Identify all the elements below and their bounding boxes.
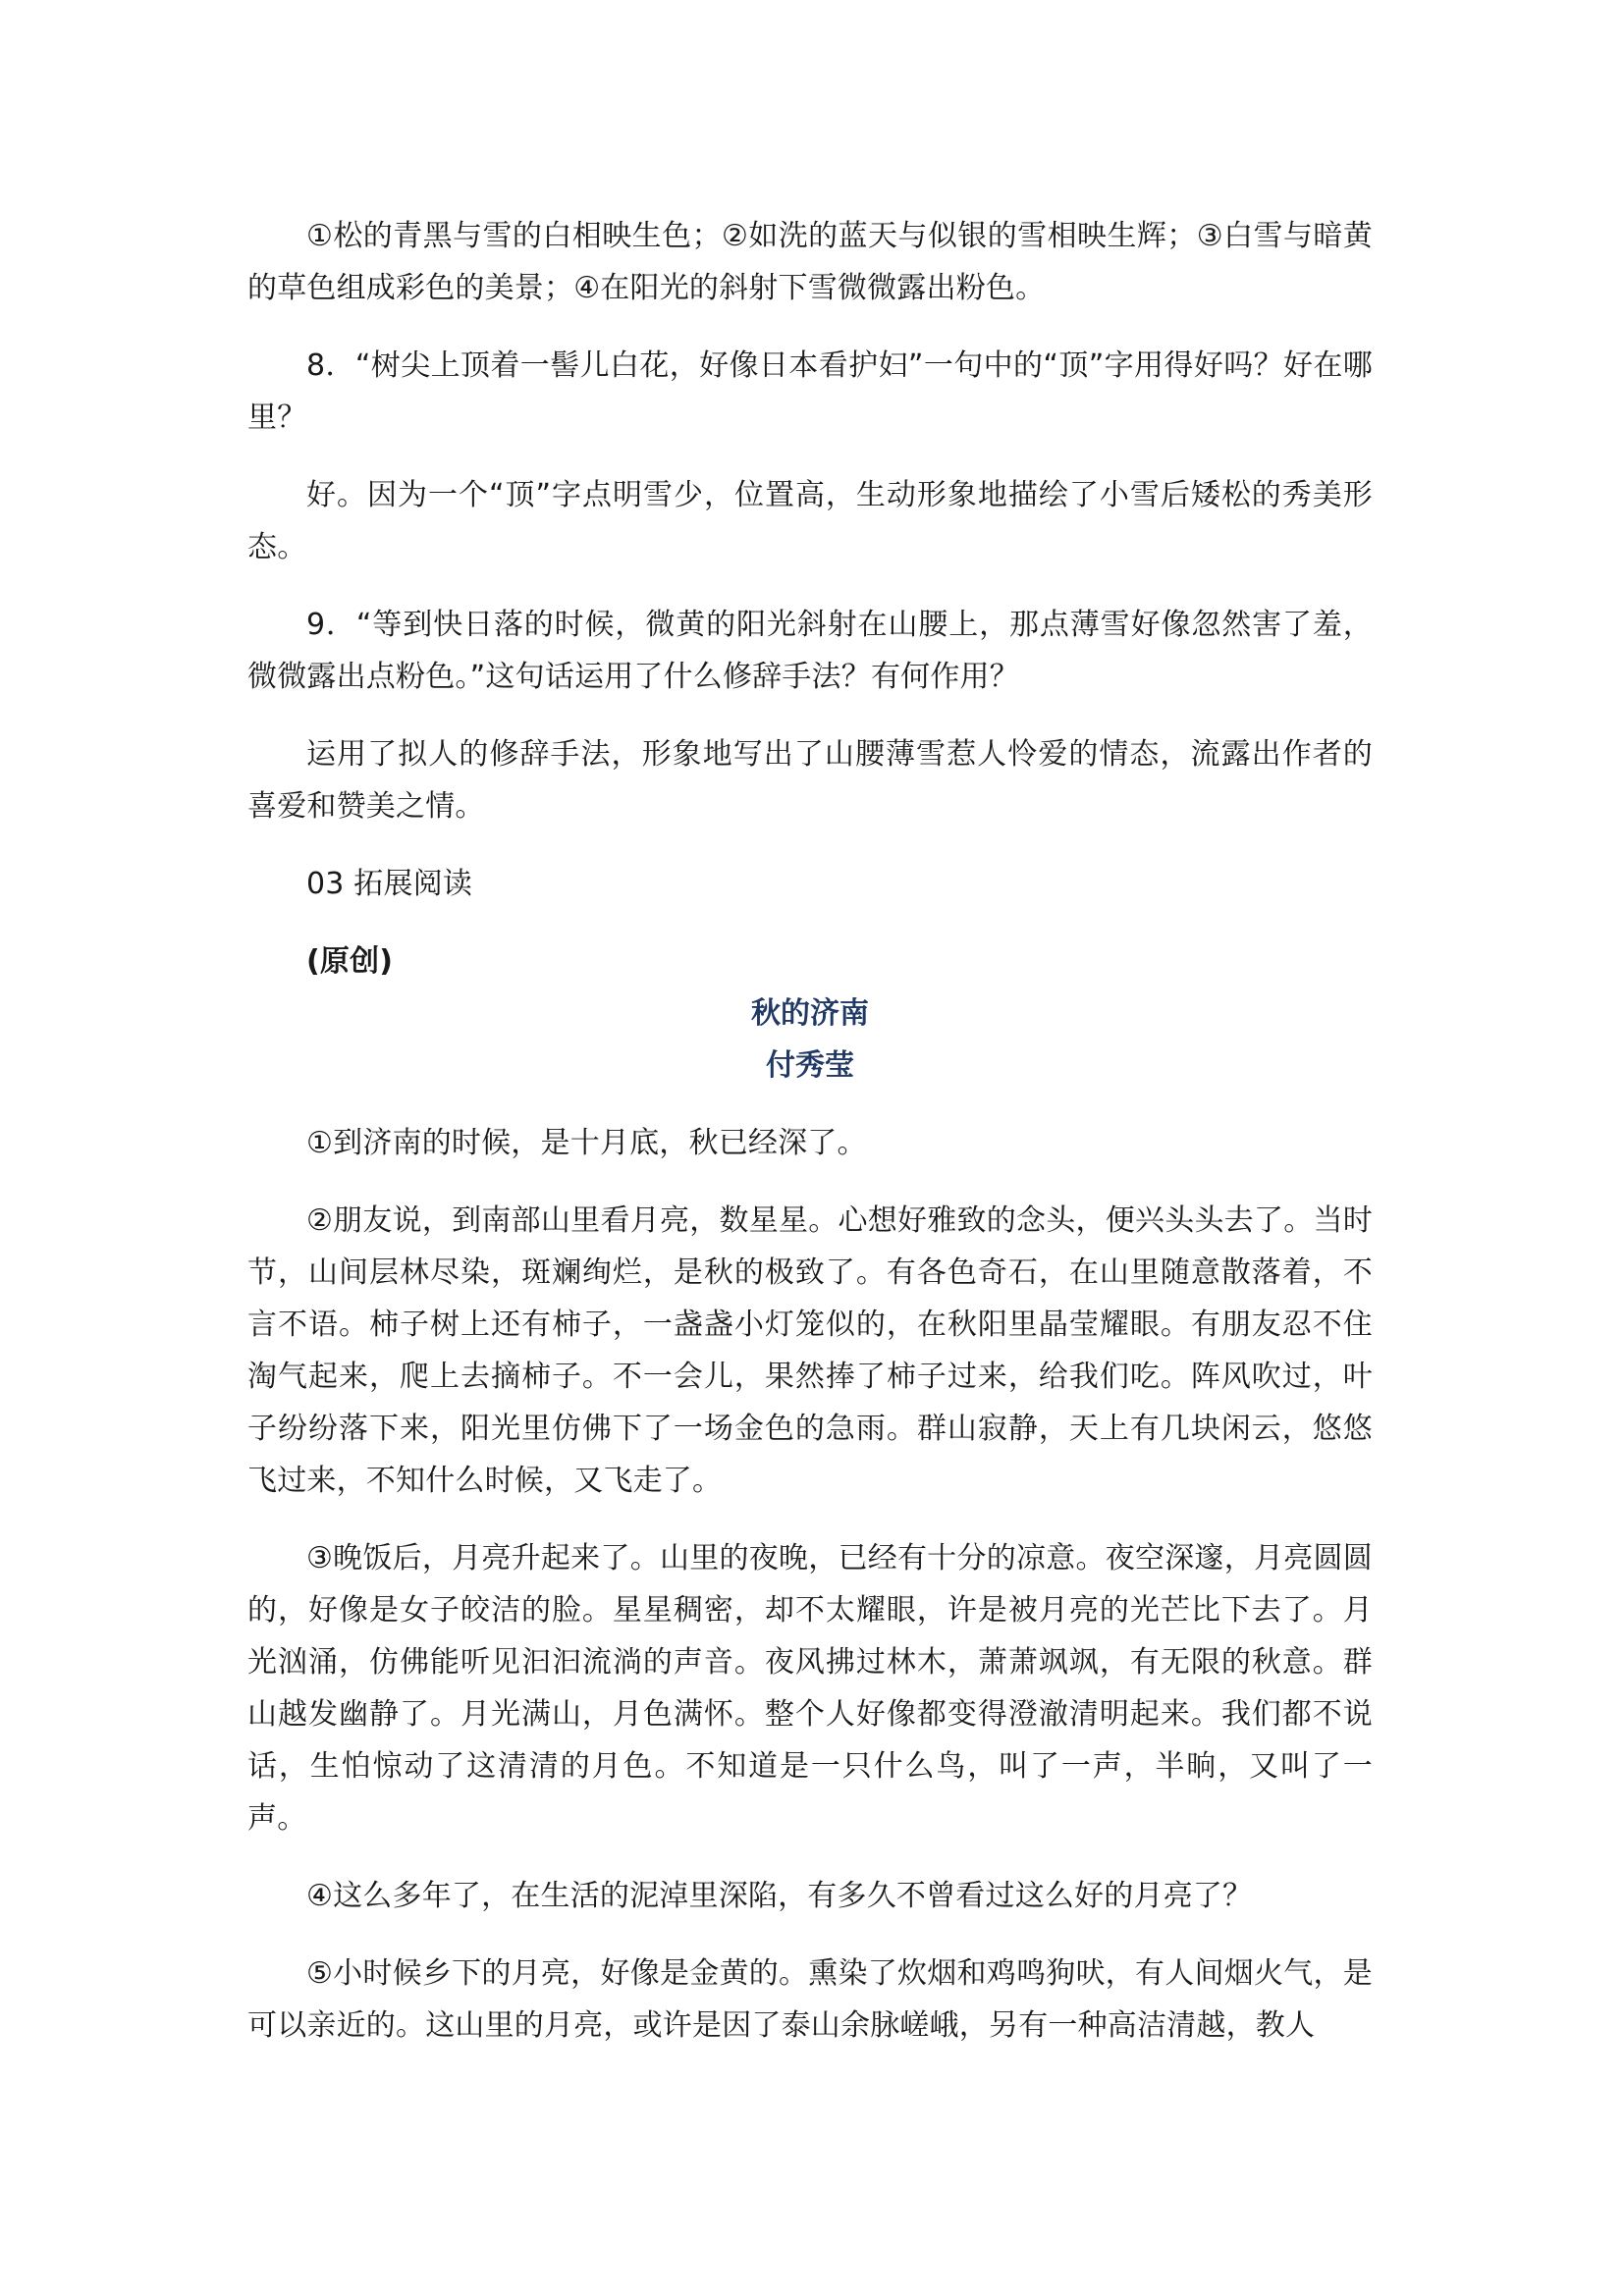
article-paragraph-1: ①到济南的时候，是十月底，秋已经深了。 — [306, 1126, 867, 1160]
section-heading: 03 拓展阅读 — [306, 867, 473, 901]
question-8: 8．“树尖上顶着一髻儿白花，好像日本看护妇”一句中的“顶”字用得好吗？好在哪里？ — [247, 348, 1373, 435]
question-9: 9．“等到快日落的时候，微黄的阳光斜射在山腰上，那点薄雪好像忽然害了羞，微微露出点粉色。”这句话运用了什么修辞手法？有何作用？ — [247, 608, 1373, 694]
answer-paragraph-7: ①松的青黑与雪的白相映生色；②如洗的蓝天与似银的雪相映生辉；③白雪与暗黄的草色组成彩色的美景；④在阳光的斜射下雪微微露出粉色。 — [247, 219, 1373, 305]
article-author: 付秀莹 — [766, 1048, 854, 1083]
article-paragraph-3: ③晚饭后，月亮升起来了。山里的夜晚，已经有十分的凉意。夜空深邃，月亮圆圆的，好像是女子皎洁的脸。星星稠密，却不太耀眼，许是被月亮的光芒比下去了。月光汹涌，仿佛能听见汩汩流淌的声音。夜风拂过林木，萧萧飒飒，有无限的秋意。群山越发幽静了。月光满山，月色满怀。整个人好像都变得澄澈清明起来。我们都不说话，生怕惊动了这清清的月色。不知道是一只什么鸟，叫了一声，半晌，又叫了一声。 — [247, 1541, 1373, 1836]
article-paragraph-4: ④这么多年了，在生活的泥淖里深陷，有多久不曾看过这么好的月亮了？ — [306, 1879, 1253, 1913]
source-note: (原创) — [306, 944, 394, 979]
article-title: 秋的济南 — [751, 996, 869, 1031]
article-paragraph-2: ②朋友说，到南部山里看月亮，数星星。心想好雅致的念头，便兴头头去了。当时节，山间层林尽染，斑斓绚烂，是秋的极致了。有各色奇石，在山里随意散落着，不言不语。柿子树上还有柿子，一盏盏小灯笼似的，在秋阳里晶莹耀眼。有朋友忍不住淘气起来，爬上去摘柿子。不一会儿，果然捧了柿子过来，给我们吃。阵风吹过，叶子纷纷落下来，阳光里仿佛下了一场金色的急雨。群山寂静，天上有几块闲云，悠悠飞过来，不知什么时候，又飞走了。 — [247, 1203, 1373, 1498]
answer-8: 好。因为一个“顶”字点明雪少，位置高，生动形象地描绘了小雪后矮松的秀美形态。 — [247, 478, 1373, 564]
answer-9: 运用了拟人的修辞手法，形象地写出了山腰薄雪惹人怜爱的情态，流露出作者的喜爱和赞美之情。 — [247, 737, 1373, 824]
article-paragraph-5: ⑤小时候乡下的月亮，好像是金黄的。熏染了炊烟和鸡鸣狗吠，有人间烟火气，是可以亲近的。这山里的月亮，或许是因了泰山余脉嵯峨，另有一种高洁清越，教人 — [247, 1956, 1373, 2043]
